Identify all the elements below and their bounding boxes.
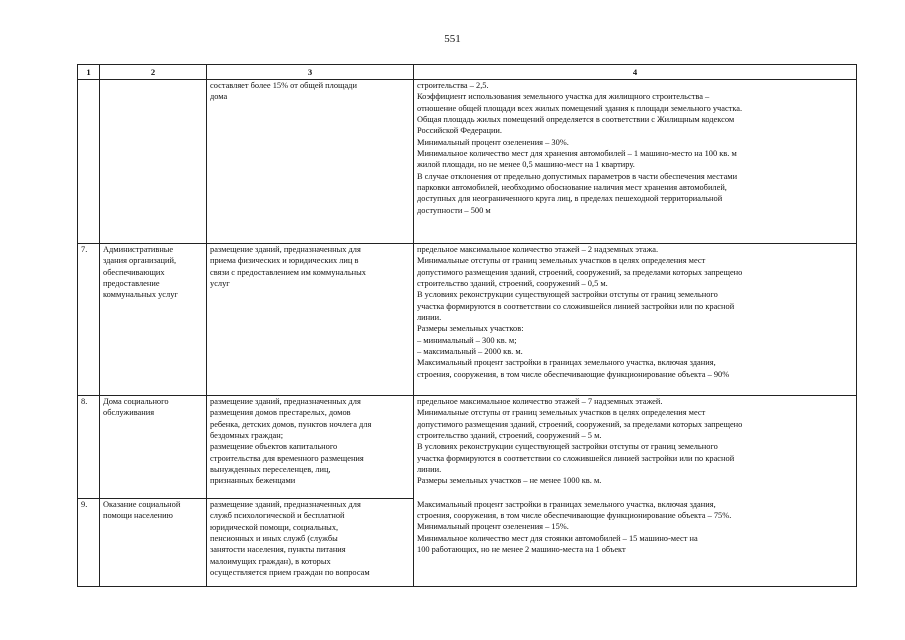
table-row: [78, 396, 857, 499]
text-line: размещение зданий, предназначенных для: [210, 500, 361, 509]
parameters: [414, 499, 857, 587]
table-row: [78, 244, 857, 396]
text-line: Минимальное количество мест для стоянки автомобилей – 15 машино-мест на: [417, 533, 698, 543]
page-number: 551: [444, 33, 461, 45]
text-line: доступных для неограниченного круга лиц, в пределах пешеходной территориальной: [417, 194, 723, 204]
text-line: строения, сооружения, в том числе обеспечивающие функционирование объекта – 90%: [417, 369, 730, 379]
text-line: Оказание социальной: [103, 500, 181, 509]
text-line: вынужденных переселенцев, лиц,: [210, 465, 331, 475]
text-line: признанных беженцами: [210, 476, 296, 486]
text-line: линии.: [417, 465, 442, 475]
text-line: доступности – 500 м: [417, 205, 491, 215]
text-line: приема физических и юридических лиц в: [210, 256, 359, 266]
text-line: услуг: [210, 279, 230, 289]
text-line: жилой площади, но не менее 0,5 машино-мест на 1 квартиру.: [417, 160, 635, 170]
text-line: допустимого размещения зданий, строений, сооружений, за пределами которых запрещено: [417, 267, 743, 277]
row-number: 9.: [78, 499, 100, 587]
text-line: ребенка, детских домов, пунктов ночлега для: [210, 419, 372, 429]
text-line: размещение объектов капитального: [210, 442, 338, 452]
text-line: В случае отклонения от предельно допустимых параметров в части обеспечения местами: [417, 171, 738, 181]
table-row: [78, 499, 857, 587]
permitted-use: [207, 244, 414, 396]
text-line: Максимальный процент застройки в границах земельного участка, включая здания,: [417, 499, 716, 509]
text-line: В условиях реконструкции существующей застройки отступы от границ земельного: [417, 290, 718, 300]
text-line: участка формируются в соответствии со сложившейся линией застройки или по красной: [417, 453, 735, 463]
text-line: обслуживания: [103, 408, 155, 418]
text-line: осуществляется прием граждан по вопросам: [210, 568, 370, 578]
text-line: размещение зданий, предназначенных для: [210, 245, 361, 254]
text-line: предельное максимальное количество этажей – 7 надземных этажей.: [417, 397, 663, 406]
text-line: строительства – 2,5.: [417, 81, 489, 90]
text-line: связи с предоставлением им коммунальных: [210, 267, 366, 277]
text-line: отношение общей площади всех жилых помещений здания к площади земельного участка.: [417, 103, 743, 113]
text-line: здания организаций,: [103, 256, 177, 266]
object-name: [100, 244, 207, 396]
text-line: бездомных граждан;: [210, 431, 284, 441]
row-number: 7.: [78, 244, 100, 396]
text-line: предельное максимальное количество этажей – 2 надземных этажа.: [417, 245, 659, 254]
text-line: Максимальный процент застройки в границах земельного участка, включая здания,: [417, 358, 716, 368]
parameters: [414, 80, 857, 244]
header-col-1: 1: [78, 65, 100, 80]
text-line: Минимальное количество мест для хранения автомобилей – 1 машино-место на 100 кв. м: [417, 149, 737, 159]
text-line: Минимальный процент озеленения – 30%.: [417, 137, 569, 147]
text-line: помощи населению: [103, 511, 173, 521]
object-name: [100, 80, 207, 244]
text-line: Российской Федерации.: [417, 126, 503, 136]
object-name: [100, 396, 207, 499]
text-line: пенсионных и иных служб (службы: [210, 534, 338, 544]
permitted-use: [207, 499, 414, 587]
text-line: дома: [210, 92, 228, 102]
text-line: строительства для временного размещения: [210, 453, 364, 463]
text-line: юридической помощи, социальных,: [210, 522, 339, 532]
row-number: 8.: [78, 396, 100, 499]
text-line: Общая площадь жилых помещений определяется в соответствии с Жилищным кодексом: [417, 115, 735, 125]
text-line: строения, сооружения, в том числе обеспечивающие функционирование объекта – 75%.: [417, 510, 732, 520]
row-number: [78, 80, 100, 244]
text-line: Размеры земельных участков:: [417, 324, 524, 334]
text-line: обеспечивающих: [103, 267, 165, 277]
header-row: [78, 65, 857, 80]
text-line: Административные: [103, 245, 174, 254]
text-line: Коэффициент использования земельного участка для жилищного строительства –: [417, 92, 710, 102]
text-line: малоимущих граждан), в которых: [210, 556, 331, 566]
text-line: – максимальный – 2000 кв. м.: [417, 347, 523, 357]
text-line: – минимальный – 300 кв. м;: [417, 335, 517, 345]
text-line: Размеры земельных участков – не менее 1000 кв. м.: [417, 476, 602, 486]
header-col-2: 2: [100, 65, 207, 80]
text-line: составляет более 15% от общей площади: [210, 81, 357, 90]
text-line: парковки автомобилей, необходимо обоснование наличия мест хранения автомобилей,: [417, 183, 727, 193]
table-row: [78, 80, 857, 244]
text-line: Минимальные отступы от границ земельных участков в целях определения мест: [417, 256, 706, 266]
text-line: В условиях реконструкции существующей застройки отступы от границ земельного: [417, 442, 718, 452]
header-col-3: 3: [207, 65, 414, 80]
text-line: Минимальные отступы от границ земельных участков в целях определения мест: [417, 408, 706, 418]
text-line: Минимальный процент озеленения – 15%.: [417, 522, 569, 532]
text-line: коммунальных услуг: [103, 290, 178, 300]
text-line: занятости населения, пункты питания: [210, 545, 346, 555]
text-line: размещения домов престарелых, домов: [210, 408, 351, 418]
permitted-use: [207, 396, 414, 499]
text-line: 100 работающих, но не менее 2 машино-места на 1 объект: [417, 544, 626, 554]
text-line: строительство зданий, строений, сооружений – 5 м.: [417, 431, 602, 441]
text-line: участка формируются в соответствии со сложившейся линией застройки или по красной: [417, 301, 735, 311]
land-use-regulations-table: [77, 64, 857, 587]
text-line: размещение зданий, предназначенных для: [210, 397, 361, 406]
text-line: строительство зданий, строений, сооружений – 0,5 м.: [417, 279, 608, 289]
permitted-use: [207, 80, 414, 244]
header-col-4: 4: [414, 65, 857, 80]
text-line: допустимого размещения зданий, строений, сооружений, за пределами которых запрещено: [417, 419, 743, 429]
parameters: [414, 244, 857, 396]
text-line: линии.: [417, 313, 442, 323]
text-line: предоставление: [103, 279, 160, 289]
text-line: Дома социального: [103, 397, 169, 406]
parameters: [414, 396, 857, 499]
text-line: служб психологической и бесплатной: [210, 511, 345, 521]
object-name: [100, 499, 207, 587]
